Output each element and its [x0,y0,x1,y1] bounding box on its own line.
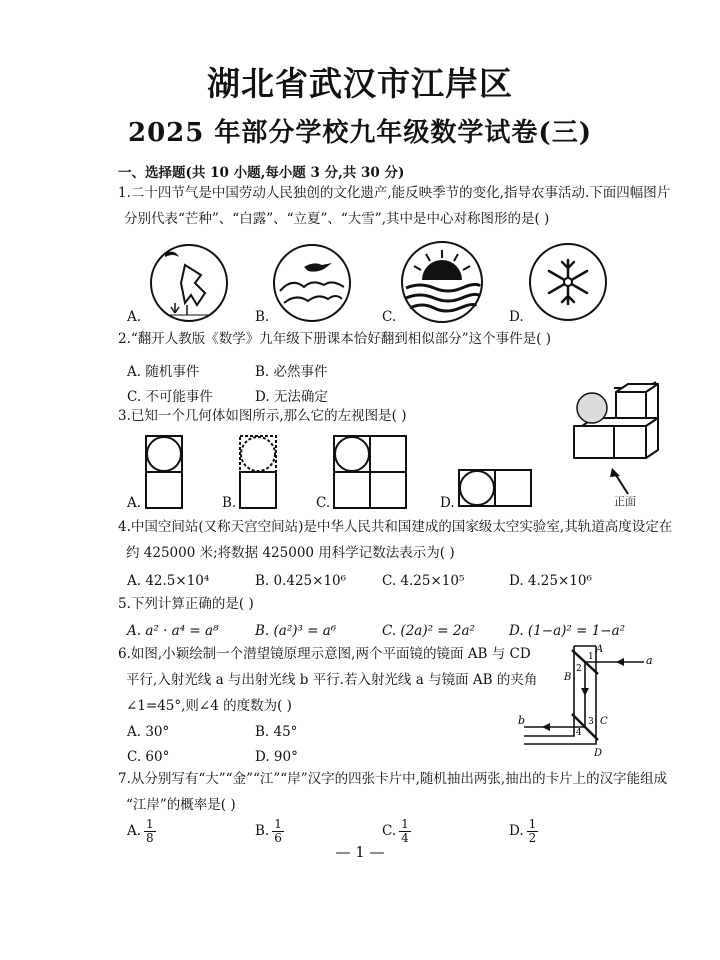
exam-title-line1: 湖北省武汉市江岸区 [207,64,513,103]
q5-option-b[interactable]: B. (a²)³ = a⁶ [255,623,337,639]
q1-option-b[interactable]: B. [255,309,270,325]
label-angle-2: 2 [576,664,582,674]
q1-option-c[interactable]: C. [382,309,397,325]
label-angle-4: 4 [576,728,582,738]
q1-figure-a-mangzhong-icon [145,243,235,323]
label-angle-3: 3 [588,717,594,727]
q1-option-a[interactable]: A. [127,309,142,325]
q6-option-b[interactable]: B. 45° [255,724,298,740]
label-angle-1: 1 [588,652,594,662]
q3-option-d-figure [457,468,533,508]
q3-option-b-figure [238,434,278,510]
q3-option-a-figure [144,434,184,510]
q7-stem-line2: “江岸”的概率是( ) [126,797,236,813]
q2-stem: 2.“翻开人教版《数学》九年级下册课本恰好翻到相似部分”这个事件是( ) [118,331,552,347]
label-ray-a: a [646,654,653,667]
q3-stem: 3.已知一个几何体如图所示,那么它的左视图是( ) [118,408,407,424]
q3-option-a[interactable]: A. [127,495,142,511]
q4-stem-line1: 4.中国空间站(又称天宫空间站)是中华人民共和国建成的国家级太空实验室,其轨道高度设定在 [118,519,673,535]
q7-option-c[interactable]: C. $\frac{1}{4}$ [382,817,409,845]
q6-option-c[interactable]: C. 60° [127,749,170,765]
label-a-point: A [596,644,604,655]
q7-stem-line1: 7.从分别写有“大”“金”“江”“岸”汉字的四张卡片中,随机抽出两张,抽出的卡片上的汉字能组成 [118,771,668,787]
q1-stem-line2: 分别代表“芒种”、“白露”、“立夏”、“大雪”,其中是中心对称图形的是( ) [124,211,550,227]
q2-option-a[interactable]: A. 随机事件 [127,364,200,380]
q2-option-b[interactable]: B. 必然事件 [255,364,328,380]
q5-option-c[interactable]: C. (2a)² = 2a² [382,623,475,639]
q2-option-c[interactable]: C. 不可能事件 [127,389,213,405]
section-heading: 一、选择题(共 10 小题,每小题 3 分,共 30 分) [118,165,405,181]
q2-option-d[interactable]: D. 无法确定 [255,389,328,405]
q1-option-d[interactable]: D. [509,309,524,325]
q1-figure-b-bailu-icon [272,243,362,323]
q7-option-b[interactable]: B. $\frac{1}{6}$ [255,817,282,845]
q7-option-d[interactable]: D. $\frac{1}{2}$ [509,817,537,845]
q6-stem-line2: 平行,入射光线 a 与出射光线 b 平行.若入射光线 a 与镜面 AB 的夹角 [126,672,538,688]
q6-option-a[interactable]: A. 30° [127,724,170,740]
q4-option-d[interactable]: D. 4.25×10⁶ [509,573,592,589]
q5-option-d[interactable]: D. (1−a)² = 1−a² [509,623,626,639]
label-ray-b: b [518,714,526,727]
label-c-point: C [600,716,608,727]
q1-figure-d-daxue-icon [528,240,612,324]
q1-figure-c-lixia-icon [400,240,490,324]
q5-option-a[interactable]: A. a² · a⁴ = a⁸ [127,623,219,639]
label-b-point: B [564,672,572,683]
q1-stem-line1: 1.二十四节气是中国劳动人民独创的文化遗产,能反映季节的变化,指导农事活动.下面四幅图片 [118,185,671,201]
q6-option-d[interactable]: D. 90° [255,749,298,765]
q3-front-label: 正面 [614,495,636,508]
q4-stem-line2: 约 425000 米;将数据 425000 用科学记数法表示为( ) [126,545,455,561]
q6-stem-line3: ∠1=45°,则∠4 的度数为( ) [126,698,292,714]
exam-title-line2: 2025 年部分学校九年级数学试卷(三) [127,118,593,148]
q3-option-c-figure [332,434,408,510]
q6-stem-line1: 6.如图,小颖绘制一个潜望镜原理示意图,两个平面镜的镜面 AB 与 CD [118,646,531,662]
q4-option-b[interactable]: B. 0.425×10⁶ [255,573,347,589]
q6-periscope-figure [512,640,662,760]
q3-option-d[interactable]: D. [440,495,455,511]
q5-stem: 5.下列计算正确的是( ) [118,596,254,612]
label-d-point: D [594,748,603,759]
q4-option-a[interactable]: A. 42.5×10⁴ [127,573,210,589]
q3-option-b[interactable]: B. [222,495,237,511]
q3-option-c[interactable]: C. [316,495,331,511]
page-number: — 1 — [335,843,385,861]
q4-option-c[interactable]: C. 4.25×10⁵ [382,573,465,589]
q3-solid-figure [570,382,662,502]
q7-option-a[interactable]: A. $\frac{1}{8}$ [127,817,154,845]
